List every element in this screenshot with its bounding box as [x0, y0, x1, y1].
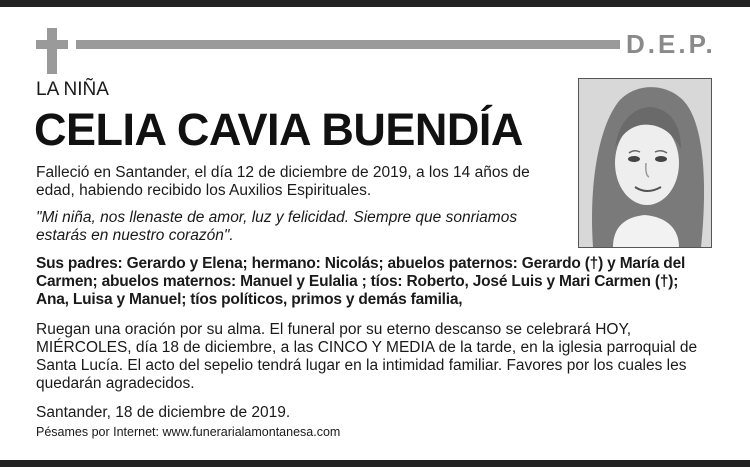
subtitle: LA NIÑA: [36, 79, 109, 100]
top-border: [0, 0, 750, 7]
dep-label: D.E.P.: [626, 29, 716, 59]
memorial-quote: "Mi niña, nos llenaste de amor, luz y felicidad. Siempre que sonriamos estarás en nuestro corazón".: [36, 209, 518, 244]
bottom-border: [0, 460, 750, 467]
condolences-website: Pésames por Internet: www.funerarialamontanesa.com: [36, 425, 341, 439]
death-announcement: Falleció en Santander, el día 12 de diciembre de 2019, a los 14 años de edad, habiendo recibido los Auxilios Espirituales.: [36, 164, 530, 199]
deceased-name: CELIA CAVIA BUENDÍA: [34, 104, 523, 155]
header-rule: [76, 40, 620, 49]
signature-line: Santander, 18 de diciembre de 2019.: [36, 404, 291, 421]
portrait-photo: [578, 78, 712, 248]
cross-icon: [36, 28, 68, 74]
family-list: Sus padres: Gerardo y Elena; hermano: Nicolás; abuelos paternos: Gerardo (†) y María del Carmen; abuelos maternos: Manuel y Eulalia ; tíos: Roberto, José Luis y Mari Carmen (†); Ana, Luisa y Manuel; tíos políticos, primos y demás familia,: [36, 255, 686, 308]
funeral-details: Ruegan una oración por su alma. El funeral por su eterno descanso se celebrará HOY, MIÉRCOLES, día 18 de diciembre, a las CINCO Y MEDIA de la tarde, en la iglesia parroquial de Santa Lucía. El acto del sepelio tendrá lugar en la intimidad familiar. Favores por los cuales les quedarán agradecidos.: [36, 321, 698, 392]
